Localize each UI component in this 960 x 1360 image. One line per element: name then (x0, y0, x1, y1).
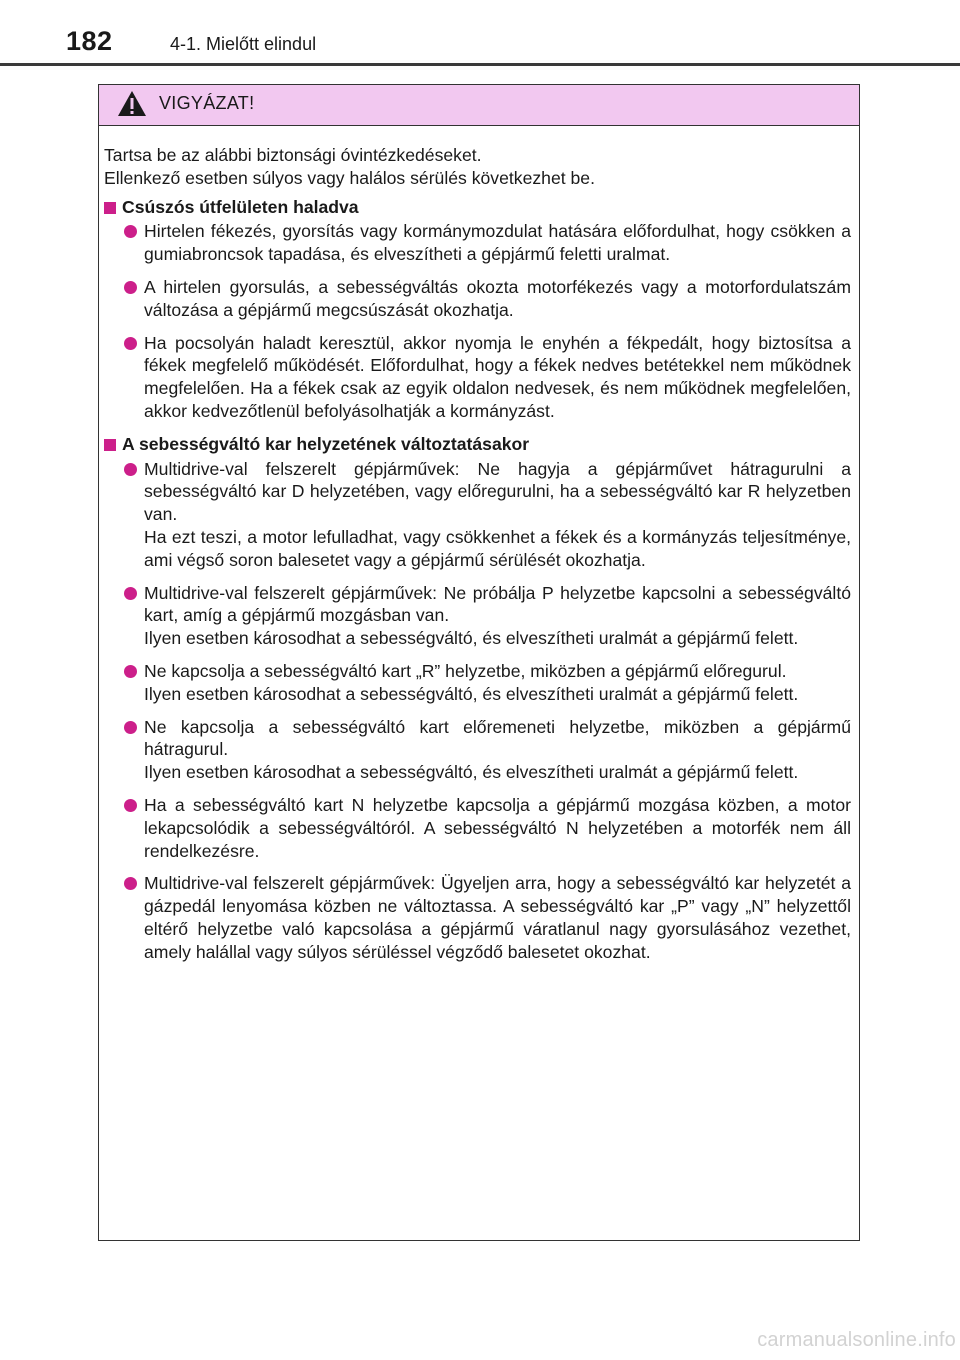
bullet-item (104, 276, 851, 322)
intro-line: Ellenkező esetben súlyos vagy halálos sérülés következhet be. (104, 167, 595, 188)
bullet-text: Ilyen esetben károsodhat a sebességváltó, és elveszítheti uralmát a gépjármű felett. (144, 683, 799, 704)
caution-box (98, 84, 860, 1241)
round-bullet-icon (124, 877, 137, 890)
bullet-text: Ilyen esetben károsodhat a sebességváltó, és elveszítheti uralmát a gépjármű felett. (144, 628, 799, 649)
bullet-text: Ha a sebességváltó kart N helyzetbe kapcsolja a gépjármű mozgása közben, a motor lekapcsolódik a sebességváltóról. A sebességváltó N helyzetében a motorfék nem áll rendelkezésre. (144, 794, 851, 861)
bullet-item (104, 716, 851, 784)
intro-line: Tartsa be az alábbi biztonsági óvintézkedéseket. (104, 145, 482, 165)
bullet-item (104, 872, 851, 963)
caution-header (99, 85, 859, 126)
round-bullet-icon (124, 721, 137, 734)
round-bullet-icon (124, 337, 137, 350)
header-rule (0, 63, 960, 66)
round-bullet-icon (124, 225, 137, 238)
bullet-text: Ilyen esetben károsodhat a sebességváltó, és elveszítheti uralmát a gépjármű felett. (144, 762, 799, 783)
caution-label: VIGYÁZAT! (159, 93, 255, 113)
bullet-text: Multidrive-val felszerelt gépjárművek: Ne hagyja a gépjárművet hátragurulni a sebességváltó kar D helyzetében, vagy előregurulni, ha a sebességváltó kar R helyzetben van. (144, 458, 851, 525)
bullet-item (104, 660, 851, 706)
watermark: carmanualsonline.info (757, 1329, 956, 1351)
round-bullet-icon (124, 463, 137, 476)
bullet-text: Ne kapcsolja a sebességváltó kart előremeneti helyzetbe, miközben a gépjármű hátragurul. (144, 716, 851, 760)
intro-text (104, 144, 851, 190)
bullet-item (104, 220, 851, 266)
caution-body (99, 126, 859, 964)
bullet-text: Ne kapcsolja a sebességváltó kart „R” helyzetbe, miközben a gépjármű előregurul. (144, 660, 787, 681)
bullet-item (104, 332, 851, 423)
section-heading-text: A sebességváltó kar helyzetének változtatásakor (122, 433, 530, 454)
round-bullet-icon (124, 799, 137, 812)
page-number: 182 (66, 26, 113, 56)
section-title: 4-1. Mielőtt elindul (170, 34, 317, 54)
section-heading (104, 433, 851, 456)
bullet-text: A hirtelen gyorsulás, a sebességváltás okozta motorfékezés vagy a motorfordulatszám változása a gépjármű megcsúszását okozhatja. (144, 276, 851, 320)
square-bullet-icon (104, 439, 116, 451)
warning-triangle-icon (117, 90, 147, 117)
bullet-text: Ha pocsolyán haladt keresztül, akkor nyomja le enyhén a fékpedált, hogy biztosítsa a fékek megfelelő működését. Előfordulhat, hogy a fékek nedves betétekkel nem működnek megfelelően. Ha a fékek csak az egyik oldalon nedvesek, és nem működnek megfelelően, akkor kedvezőtlenül befolyásolhatják a kormányzást. (144, 332, 851, 421)
square-bullet-icon (104, 202, 116, 214)
bullet-text: Ha ezt teszi, a motor lefulladhat, vagy csökkenhet a fékek és a kormányzás teljesítménye, ami végső soron balesetet vagy a gépjármű sérülését okozhatja. (144, 526, 851, 570)
bullet-text: Hirtelen fékezés, gyorsítás vagy kormánymozdulat hatására előfordulhat, hogy csökken a gumiabroncsok tapadása, és elveszítheti a gépjármű feletti uralmat. (144, 221, 851, 265)
bullet-text: Multidrive-val felszerelt gépjárművek: Ne próbálja P helyzetbe kapcsolni a sebességváltó kart, amíg a gépjármű mozgásban van. (144, 582, 851, 626)
page-header (0, 0, 960, 66)
section-heading-text: Csúszós útfelületen haladva (122, 196, 359, 217)
round-bullet-icon (124, 587, 137, 600)
round-bullet-icon (124, 281, 137, 294)
bullet-item (104, 582, 851, 650)
bullet-text: Multidrive-val felszerelt gépjárművek: Ügyeljen arra, hogy a sebességváltó kar helyzetét a gázpedál lenyomása közben ne változtassa. A sebességváltó kar „P” vagy „N” helyzettől eltérő helyzetbe való kapcsolása a gépjármű váratlanul nagy gyorsulásához vezethet, amely halállal vagy súlyos sérüléssel végződő balesetet okozhat. (144, 873, 851, 962)
bullet-item (104, 458, 851, 572)
bullet-item (104, 794, 851, 862)
section-heading (104, 196, 851, 219)
round-bullet-icon (124, 665, 137, 678)
